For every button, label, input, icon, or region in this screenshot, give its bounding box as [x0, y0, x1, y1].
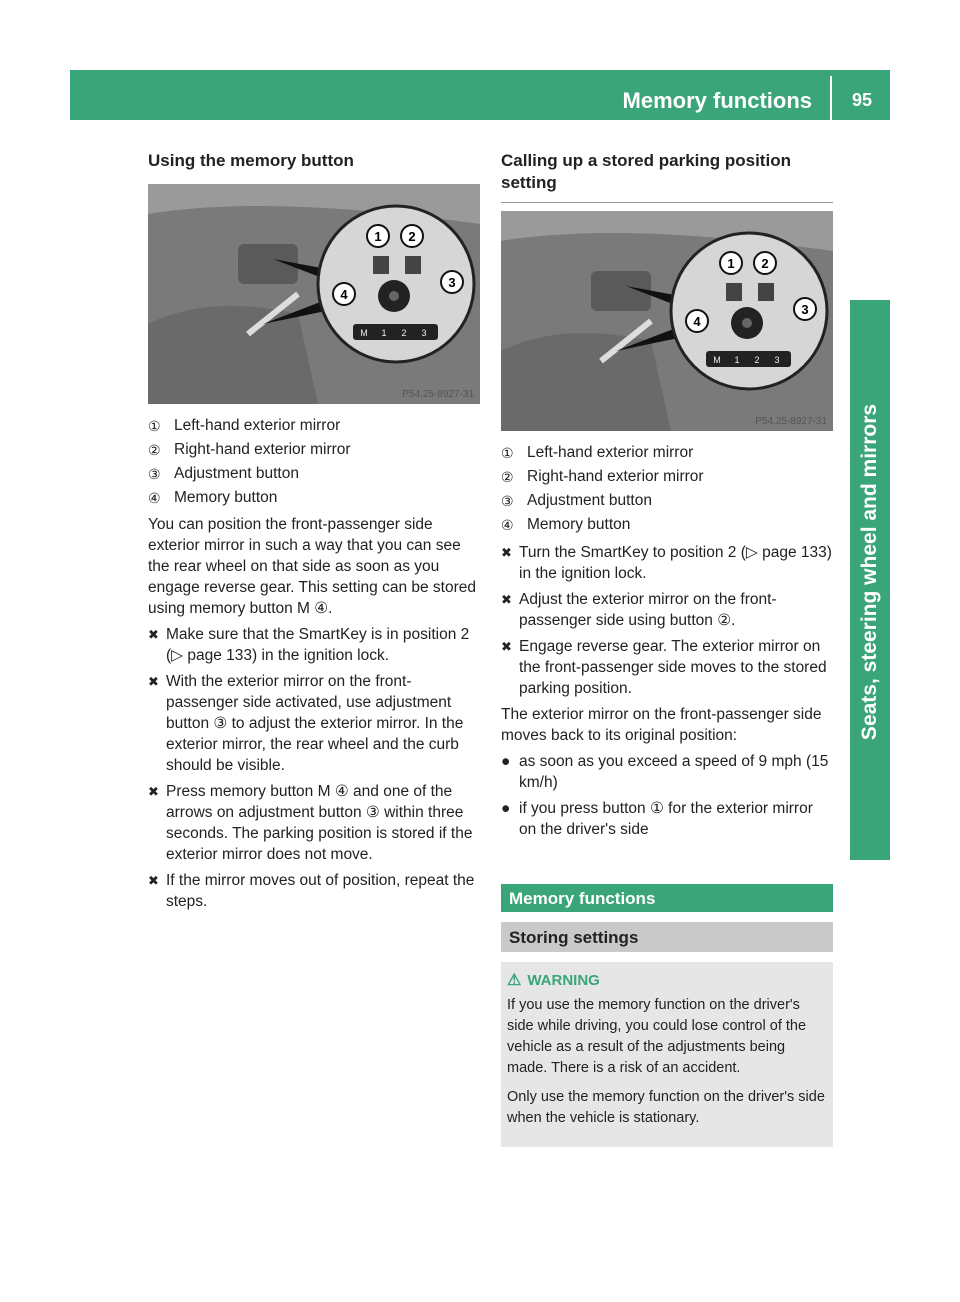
memory-key-label: 3	[774, 355, 780, 365]
bullet-item: ● if you press button ① for the exterior mirror on the driver's side	[501, 800, 813, 838]
memory-key-label: 1	[734, 355, 740, 365]
callout-label: 2	[761, 256, 769, 271]
header-divider	[830, 76, 832, 120]
instruction-step: ✖ With the exterior mirror on the front-passenger side activated, use adjustment button ③ to adjust the exterior mirror. In the exterior mirror, the rear wheel and the curb should be visible.	[148, 673, 464, 774]
left-intro: You can position the front-passenger side exterior mirror in such a way that you can see the rear wheel on that side as soon as you engage reverse gear. This setting can be stored using memory button M ④.	[148, 516, 477, 617]
door-panel-illustration	[501, 211, 833, 431]
right-figure	[501, 211, 833, 431]
instruction-step: ✖ Engage reverse gear. The exterior mirror on the front-passenger side moves to the stored parking position.	[501, 638, 827, 697]
bullet-item: ● as soon as you exceed a speed of 9 mph (15 km/h)	[501, 753, 829, 791]
section-heading: Memory functions	[501, 884, 833, 912]
warning-text: Only use the memory function on the driver's side when the vehicle is stationary.	[507, 1089, 825, 1126]
warning-text: If you use the memory function on the driver's side while driving, you could lose control of the vehicle as a result of the adjustments being made. There is a risk of an accident.	[507, 997, 807, 1076]
bullet-icon: ●	[501, 800, 511, 817]
step-arrow-icon: ✖	[501, 639, 512, 654]
step-arrow-icon: ✖	[148, 784, 159, 799]
left-heading: Using the memory button	[148, 151, 354, 170]
page-number: 95	[851, 90, 872, 110]
callout-label: 1	[374, 229, 382, 244]
figure-code: P54.25-8927-31	[755, 416, 827, 427]
callout-label: 4	[693, 314, 701, 329]
chapter-side-tab	[850, 300, 890, 860]
instruction-step: ✖ Adjust the exterior mirror on the front-passenger side using button ②.	[501, 591, 777, 629]
memory-key-label: 1	[381, 328, 387, 338]
bullet-icon: ●	[501, 753, 511, 770]
callout-label: 3	[801, 302, 809, 317]
step-arrow-icon: ✖	[501, 545, 512, 560]
step-arrow-icon: ✖	[148, 627, 159, 642]
memory-key-label: M	[360, 328, 368, 338]
page-header	[70, 70, 890, 120]
right-after-text: The exterior mirror on the front-passenger side moves back to its original position:	[501, 706, 822, 744]
legend-item: ① Left-hand exterior mirror	[148, 417, 341, 434]
side-tab-label: Seats, steering wheel and mirrors	[858, 403, 881, 741]
step-arrow-icon: ✖	[148, 873, 159, 888]
right-legend	[501, 441, 833, 537]
door-panel-illustration	[148, 184, 480, 404]
legend-item: ④ Memory button	[148, 489, 278, 506]
left-legend	[148, 414, 480, 510]
callout-label: 4	[340, 287, 348, 302]
legend-item: ④ Memory button	[501, 516, 631, 533]
legend-item: ① Left-hand exterior mirror	[501, 444, 694, 461]
subsection-heading: Storing settings	[501, 922, 833, 952]
legend-item: ② Right-hand exterior mirror	[148, 441, 351, 458]
step-arrow-icon: ✖	[501, 592, 512, 607]
instruction-step: ✖ If the mirror moves out of position, repeat the steps.	[148, 872, 475, 910]
memory-key-label: M	[713, 355, 721, 365]
callout-label: 3	[448, 275, 456, 290]
right-column	[501, 150, 833, 1147]
memory-key-label: 2	[401, 328, 407, 338]
warning-triangle-icon: ⚠	[507, 972, 522, 989]
left-column	[148, 150, 480, 917]
warning-box	[501, 962, 833, 1147]
warning-header: ⚠ WARNING	[507, 972, 600, 989]
instruction-step: ✖ Press memory button M ④ and one of the arrows on adjustment button ③ within three seconds. The parking position is stored if the exterior mirror does not move.	[148, 783, 473, 863]
chapter-title: Memory functions	[622, 88, 812, 113]
step-arrow-icon: ✖	[148, 674, 159, 689]
legend-item: ③ Adjustment button	[148, 465, 299, 482]
right-heading: Calling up a stored parking position setting	[501, 150, 833, 203]
memory-key-label: 2	[754, 355, 760, 365]
instruction-step: ✖ Turn the SmartKey to position 2 (▷ page 133) in the ignition lock.	[501, 544, 832, 582]
callout-label: 1	[727, 256, 735, 271]
instruction-step: ✖ Make sure that the SmartKey is in position 2 (▷ page 133) in the ignition lock.	[148, 626, 470, 664]
legend-item: ② Right-hand exterior mirror	[501, 468, 704, 485]
callout-label: 2	[408, 229, 416, 244]
figure-code: P54.25-8927-31	[402, 389, 474, 400]
left-figure	[148, 184, 480, 404]
memory-key-label: 3	[421, 328, 427, 338]
legend-item: ③ Adjustment button	[501, 492, 652, 509]
